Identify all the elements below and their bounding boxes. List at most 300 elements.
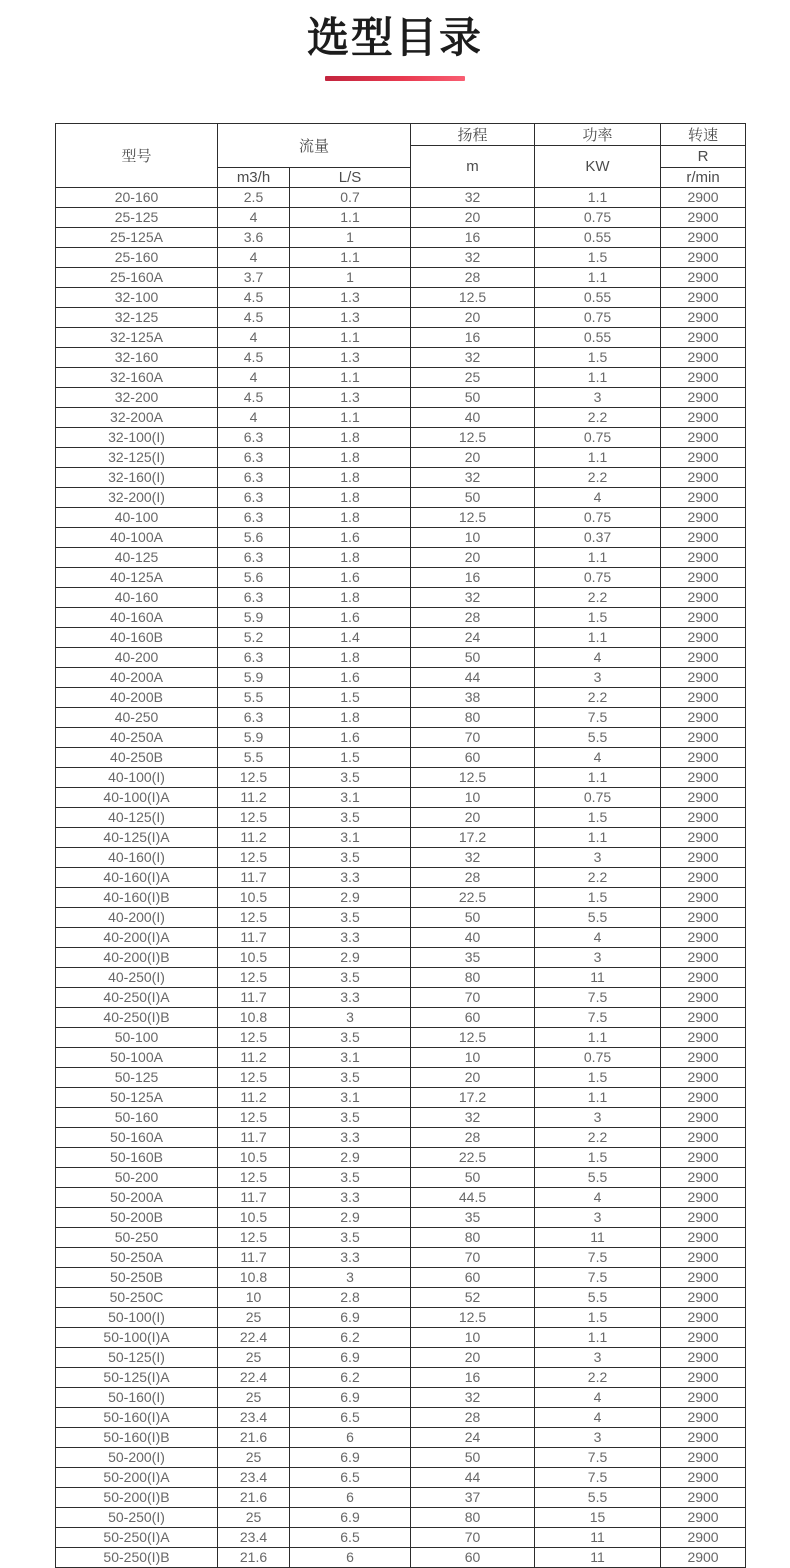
- cell-speed-rmin: 2900: [661, 208, 746, 228]
- cell-head-m: 60: [411, 1008, 535, 1028]
- cell-flow-ls: 1.3: [290, 288, 411, 308]
- table-row: [56, 928, 746, 948]
- table-row: [56, 828, 746, 848]
- cell-model: 50-160: [56, 1108, 218, 1128]
- cell-model: 40-125: [56, 548, 218, 568]
- cell-head-m: 12.5: [411, 1028, 535, 1048]
- cell-flow-m3h: 6.3: [218, 448, 290, 468]
- cell-flow-m3h: 11.7: [218, 1188, 290, 1208]
- cell-power-kw: 11: [535, 968, 661, 988]
- cell-flow-ls: 1.1: [290, 408, 411, 428]
- cell-flow-m3h: 10.5: [218, 1208, 290, 1228]
- cell-power-kw: 1.1: [535, 448, 661, 468]
- cell-flow-m3h: 4: [218, 368, 290, 388]
- cell-power-kw: 15: [535, 1508, 661, 1528]
- cell-head-m: 20: [411, 808, 535, 828]
- cell-head-m: 12.5: [411, 768, 535, 788]
- cell-power-kw: 0.75: [535, 1048, 661, 1068]
- cell-model: 40-160(I): [56, 848, 218, 868]
- cell-head-m: 24: [411, 1428, 535, 1448]
- table-row: [56, 808, 746, 828]
- table-row: [56, 668, 746, 688]
- cell-flow-ls: 3.5: [290, 1168, 411, 1188]
- cell-head-m: 17.2: [411, 828, 535, 848]
- cell-speed-rmin: 2900: [661, 1028, 746, 1048]
- cell-head-m: 37: [411, 1488, 535, 1508]
- cell-flow-ls: 1.8: [290, 508, 411, 528]
- cell-power-kw: 1.5: [535, 1148, 661, 1168]
- cell-head-m: 10: [411, 1048, 535, 1068]
- table-row: [56, 648, 746, 668]
- cell-head-m: 60: [411, 1268, 535, 1288]
- cell-flow-m3h: 11.7: [218, 988, 290, 1008]
- cell-power-kw: 4: [535, 748, 661, 768]
- cell-flow-m3h: 21.6: [218, 1548, 290, 1568]
- selection-table: [55, 123, 746, 1568]
- cell-flow-ls: 2.8: [290, 1288, 411, 1308]
- cell-model: 40-200(I): [56, 908, 218, 928]
- cell-head-m: 50: [411, 388, 535, 408]
- cell-model: 32-125A: [56, 328, 218, 348]
- cell-flow-m3h: 2.5: [218, 188, 290, 208]
- cell-power-kw: 7.5: [535, 988, 661, 1008]
- table-row: [56, 768, 746, 788]
- cell-head-m: 80: [411, 1228, 535, 1248]
- table-row: [56, 788, 746, 808]
- cell-flow-m3h: 4.5: [218, 288, 290, 308]
- cell-flow-ls: 1.1: [290, 368, 411, 388]
- table-row: [56, 1248, 746, 1268]
- cell-model: 40-160: [56, 588, 218, 608]
- cell-power-kw: 3: [535, 1108, 661, 1128]
- cell-power-kw: 5.5: [535, 1288, 661, 1308]
- cell-speed-rmin: 2900: [661, 1188, 746, 1208]
- cell-flow-m3h: 12.5: [218, 968, 290, 988]
- table-row: [56, 1208, 746, 1228]
- cell-model: 50-250(I)A: [56, 1528, 218, 1548]
- cell-flow-ls: 3.3: [290, 928, 411, 948]
- cell-model: 32-125(I): [56, 448, 218, 468]
- cell-power-kw: 7.5: [535, 1248, 661, 1268]
- table-row: [56, 268, 746, 288]
- cell-head-m: 20: [411, 1068, 535, 1088]
- cell-speed-rmin: 2900: [661, 188, 746, 208]
- cell-power-kw: 1.5: [535, 1308, 661, 1328]
- table-row: [56, 368, 746, 388]
- cell-flow-m3h: 11.7: [218, 928, 290, 948]
- cell-model: 40-250A: [56, 728, 218, 748]
- cell-model: 50-250(I)B: [56, 1548, 218, 1568]
- cell-flow-ls: 3.5: [290, 1068, 411, 1088]
- cell-head-m: 24: [411, 628, 535, 648]
- cell-head-m: 20: [411, 1348, 535, 1368]
- table-row: [56, 528, 746, 548]
- cell-speed-rmin: 2900: [661, 328, 746, 348]
- table-row: [56, 1548, 746, 1568]
- cell-model: 25-125A: [56, 228, 218, 248]
- cell-flow-ls: 1.1: [290, 328, 411, 348]
- header-speed: 转速: [661, 124, 746, 146]
- cell-model: 50-160A: [56, 1128, 218, 1148]
- cell-power-kw: 2.2: [535, 868, 661, 888]
- cell-speed-rmin: 2900: [661, 248, 746, 268]
- table-row: [56, 1188, 746, 1208]
- cell-model: 32-200(I): [56, 488, 218, 508]
- table-row: [56, 508, 746, 528]
- table-row: [56, 348, 746, 368]
- cell-head-m: 32: [411, 1388, 535, 1408]
- cell-model: 32-100(I): [56, 428, 218, 448]
- cell-flow-ls: 1.3: [290, 388, 411, 408]
- cell-flow-m3h: 6.3: [218, 428, 290, 448]
- cell-power-kw: 3: [535, 1208, 661, 1228]
- cell-speed-rmin: 2900: [661, 1248, 746, 1268]
- table-row: [56, 1168, 746, 1188]
- cell-speed-rmin: 2900: [661, 628, 746, 648]
- cell-power-kw: 1.1: [535, 368, 661, 388]
- cell-head-m: 16: [411, 568, 535, 588]
- cell-flow-m3h: 11.7: [218, 1128, 290, 1148]
- cell-power-kw: 3: [535, 948, 661, 968]
- cell-power-kw: 1.1: [535, 628, 661, 648]
- cell-flow-ls: 6.5: [290, 1408, 411, 1428]
- cell-speed-rmin: 2900: [661, 268, 746, 288]
- cell-speed-rmin: 2900: [661, 1208, 746, 1228]
- cell-head-m: 32: [411, 1108, 535, 1128]
- cell-model: 50-250(I): [56, 1508, 218, 1528]
- header-speed-unit: r/min: [661, 168, 746, 188]
- cell-flow-m3h: 25: [218, 1508, 290, 1528]
- cell-head-m: 80: [411, 1508, 535, 1528]
- cell-flow-ls: 1: [290, 228, 411, 248]
- cell-speed-rmin: 2900: [661, 1528, 746, 1548]
- table-row: [56, 488, 746, 508]
- cell-power-kw: 2.2: [535, 588, 661, 608]
- cell-power-kw: 11: [535, 1228, 661, 1248]
- cell-speed-rmin: 2900: [661, 648, 746, 668]
- cell-power-kw: 4: [535, 1188, 661, 1208]
- cell-power-kw: 1.5: [535, 248, 661, 268]
- cell-flow-m3h: 5.9: [218, 728, 290, 748]
- cell-speed-rmin: 2900: [661, 468, 746, 488]
- cell-speed-rmin: 2900: [661, 1308, 746, 1328]
- cell-flow-m3h: 12.5: [218, 848, 290, 868]
- cell-head-m: 20: [411, 448, 535, 468]
- table-row: [56, 968, 746, 988]
- table-row: [56, 1048, 746, 1068]
- cell-model: 40-200(I)A: [56, 928, 218, 948]
- cell-model: 40-100(I)A: [56, 788, 218, 808]
- cell-flow-m3h: 21.6: [218, 1488, 290, 1508]
- cell-flow-ls: 3.1: [290, 788, 411, 808]
- cell-head-m: 22.5: [411, 1148, 535, 1168]
- cell-flow-ls: 2.9: [290, 1148, 411, 1168]
- cell-speed-rmin: 2900: [661, 1088, 746, 1108]
- cell-head-m: 50: [411, 488, 535, 508]
- cell-model: 50-100: [56, 1028, 218, 1048]
- table-row: [56, 1368, 746, 1388]
- table-row: [56, 428, 746, 448]
- cell-flow-m3h: 6.3: [218, 588, 290, 608]
- cell-speed-rmin: 2900: [661, 608, 746, 628]
- cell-flow-m3h: 11.2: [218, 828, 290, 848]
- table-row: [56, 1028, 746, 1048]
- cell-speed-rmin: 2900: [661, 1128, 746, 1148]
- cell-power-kw: 0.55: [535, 328, 661, 348]
- table-row: [56, 608, 746, 628]
- cell-flow-ls: 3.3: [290, 1128, 411, 1148]
- cell-flow-ls: 6.2: [290, 1368, 411, 1388]
- cell-flow-m3h: 3.7: [218, 268, 290, 288]
- cell-speed-rmin: 2900: [661, 1348, 746, 1368]
- cell-flow-ls: 3.5: [290, 1028, 411, 1048]
- table-row: [56, 448, 746, 468]
- cell-power-kw: 4: [535, 928, 661, 948]
- cell-flow-ls: 1.8: [290, 548, 411, 568]
- cell-model: 50-250: [56, 1228, 218, 1248]
- cell-speed-rmin: 2900: [661, 1068, 746, 1088]
- cell-flow-m3h: 23.4: [218, 1528, 290, 1548]
- cell-model: 32-100: [56, 288, 218, 308]
- cell-flow-ls: 3.3: [290, 1188, 411, 1208]
- cell-head-m: 70: [411, 1248, 535, 1268]
- cell-head-m: 12.5: [411, 428, 535, 448]
- cell-speed-rmin: 2900: [661, 1048, 746, 1068]
- table-row: [56, 1008, 746, 1028]
- cell-model: 32-200A: [56, 408, 218, 428]
- cell-flow-ls: 1.8: [290, 708, 411, 728]
- cell-flow-ls: 6.9: [290, 1308, 411, 1328]
- cell-flow-ls: 1.6: [290, 568, 411, 588]
- cell-flow-m3h: 10: [218, 1288, 290, 1308]
- cell-flow-ls: 3.5: [290, 768, 411, 788]
- cell-power-kw: 1.1: [535, 768, 661, 788]
- table-row: [56, 468, 746, 488]
- cell-speed-rmin: 2900: [661, 408, 746, 428]
- table-row: [56, 328, 746, 348]
- cell-flow-ls: 3: [290, 1008, 411, 1028]
- cell-power-kw: 4: [535, 488, 661, 508]
- cell-head-m: 35: [411, 948, 535, 968]
- cell-model: 50-125(I)A: [56, 1368, 218, 1388]
- cell-head-m: 38: [411, 688, 535, 708]
- cell-flow-m3h: 12.5: [218, 1028, 290, 1048]
- cell-head-m: 12.5: [411, 1308, 535, 1328]
- cell-flow-m3h: 3.6: [218, 228, 290, 248]
- cell-flow-m3h: 12.5: [218, 1228, 290, 1248]
- table-row: [56, 248, 746, 268]
- cell-head-m: 50: [411, 648, 535, 668]
- cell-speed-rmin: 2900: [661, 708, 746, 728]
- cell-head-m: 32: [411, 468, 535, 488]
- table-row: [56, 288, 746, 308]
- cell-model: 32-160A: [56, 368, 218, 388]
- cell-power-kw: 1.5: [535, 348, 661, 368]
- cell-flow-ls: 3.1: [290, 1048, 411, 1068]
- cell-flow-ls: 1.8: [290, 648, 411, 668]
- header-model: 型号: [56, 124, 218, 188]
- cell-flow-ls: 1.3: [290, 348, 411, 368]
- cell-model: 50-250C: [56, 1288, 218, 1308]
- cell-flow-m3h: 6.3: [218, 508, 290, 528]
- cell-head-m: 20: [411, 548, 535, 568]
- cell-flow-m3h: 6.3: [218, 648, 290, 668]
- cell-flow-m3h: 6.3: [218, 548, 290, 568]
- cell-power-kw: 2.2: [535, 1128, 661, 1148]
- cell-flow-ls: 6: [290, 1548, 411, 1568]
- cell-head-m: 50: [411, 1448, 535, 1468]
- cell-head-m: 28: [411, 868, 535, 888]
- page-title: 选型目录: [306, 14, 483, 61]
- cell-speed-rmin: 2900: [661, 588, 746, 608]
- cell-model: 40-160(I)A: [56, 868, 218, 888]
- cell-head-m: 70: [411, 1528, 535, 1548]
- cell-power-kw: 5.5: [535, 908, 661, 928]
- cell-flow-ls: 6.9: [290, 1508, 411, 1528]
- cell-speed-rmin: 2900: [661, 1148, 746, 1168]
- cell-flow-ls: 1.1: [290, 208, 411, 228]
- header-power-unit: KW: [535, 146, 661, 188]
- cell-flow-ls: 1.8: [290, 588, 411, 608]
- cell-flow-ls: 3.5: [290, 968, 411, 988]
- cell-flow-ls: 6: [290, 1428, 411, 1448]
- cell-flow-m3h: 23.4: [218, 1408, 290, 1428]
- table-row: [56, 1088, 746, 1108]
- cell-flow-m3h: 10.5: [218, 948, 290, 968]
- cell-flow-m3h: 21.6: [218, 1428, 290, 1448]
- cell-model: 40-160B: [56, 628, 218, 648]
- cell-power-kw: 1.1: [535, 1088, 661, 1108]
- cell-flow-m3h: 12.5: [218, 808, 290, 828]
- cell-flow-ls: 3.5: [290, 908, 411, 928]
- cell-speed-rmin: 2900: [661, 308, 746, 328]
- cell-speed-rmin: 2900: [661, 1468, 746, 1488]
- table-row: [56, 1528, 746, 1548]
- cell-model: 50-250A: [56, 1248, 218, 1268]
- cell-power-kw: 2.2: [535, 468, 661, 488]
- cell-flow-m3h: 25: [218, 1448, 290, 1468]
- cell-model: 50-125A: [56, 1088, 218, 1108]
- cell-flow-m3h: 11.7: [218, 1248, 290, 1268]
- cell-model: 50-200B: [56, 1208, 218, 1228]
- cell-speed-rmin: 2900: [661, 1168, 746, 1188]
- cell-power-kw: 0.37: [535, 528, 661, 548]
- cell-flow-m3h: 10.5: [218, 888, 290, 908]
- cell-head-m: 32: [411, 188, 535, 208]
- cell-head-m: 28: [411, 1408, 535, 1428]
- cell-flow-ls: 6.9: [290, 1448, 411, 1468]
- cell-flow-m3h: 25: [218, 1388, 290, 1408]
- cell-power-kw: 7.5: [535, 1468, 661, 1488]
- cell-head-m: 32: [411, 248, 535, 268]
- cell-power-kw: 1.5: [535, 888, 661, 908]
- cell-power-kw: 5.5: [535, 728, 661, 748]
- cell-speed-rmin: 2900: [661, 688, 746, 708]
- cell-head-m: 28: [411, 268, 535, 288]
- cell-head-m: 32: [411, 348, 535, 368]
- cell-model: 40-125A: [56, 568, 218, 588]
- cell-model: 40-250(I)A: [56, 988, 218, 1008]
- cell-speed-rmin: 2900: [661, 1008, 746, 1028]
- selection-table-container: [55, 123, 745, 1568]
- cell-power-kw: 0.75: [535, 428, 661, 448]
- cell-model: 40-125(I)A: [56, 828, 218, 848]
- cell-head-m: 12.5: [411, 508, 535, 528]
- cell-power-kw: 1.1: [535, 268, 661, 288]
- cell-power-kw: 2.2: [535, 408, 661, 428]
- cell-power-kw: 11: [535, 1548, 661, 1568]
- cell-head-m: 80: [411, 708, 535, 728]
- cell-head-m: 50: [411, 1168, 535, 1188]
- cell-flow-ls: 1: [290, 268, 411, 288]
- cell-flow-ls: 1.8: [290, 488, 411, 508]
- cell-flow-ls: 3.3: [290, 988, 411, 1008]
- cell-flow-ls: 2.9: [290, 948, 411, 968]
- table-row: [56, 1128, 746, 1148]
- cell-head-m: 32: [411, 848, 535, 868]
- table-row: [56, 1488, 746, 1508]
- cell-power-kw: 3: [535, 1428, 661, 1448]
- cell-speed-rmin: 2900: [661, 1108, 746, 1128]
- cell-flow-m3h: 12.5: [218, 1068, 290, 1088]
- cell-head-m: 12.5: [411, 288, 535, 308]
- table-row: [56, 688, 746, 708]
- cell-flow-m3h: 22.4: [218, 1328, 290, 1348]
- cell-model: 40-160A: [56, 608, 218, 628]
- cell-speed-rmin: 2900: [661, 1548, 746, 1568]
- cell-power-kw: 11: [535, 1528, 661, 1548]
- cell-head-m: 17.2: [411, 1088, 535, 1108]
- cell-flow-ls: 1.5: [290, 748, 411, 768]
- cell-power-kw: 4: [535, 648, 661, 668]
- cell-power-kw: 1.1: [535, 188, 661, 208]
- cell-speed-rmin: 2900: [661, 828, 746, 848]
- header-speed-r: R: [661, 146, 746, 168]
- cell-model: 40-200(I)B: [56, 948, 218, 968]
- cell-flow-ls: 6.9: [290, 1388, 411, 1408]
- cell-flow-m3h: 11.2: [218, 1048, 290, 1068]
- cell-flow-ls: 3.5: [290, 808, 411, 828]
- cell-model: 32-125: [56, 308, 218, 328]
- table-header: [56, 124, 746, 188]
- cell-power-kw: 3: [535, 848, 661, 868]
- cell-power-kw: 1.1: [535, 1328, 661, 1348]
- cell-power-kw: 7.5: [535, 708, 661, 728]
- table-row: [56, 208, 746, 228]
- cell-speed-rmin: 2900: [661, 908, 746, 928]
- cell-flow-ls: 1.6: [290, 728, 411, 748]
- cell-model: 50-100(I): [56, 1308, 218, 1328]
- cell-flow-m3h: 5.2: [218, 628, 290, 648]
- header-power: 功率: [535, 124, 661, 146]
- cell-speed-rmin: 2900: [661, 848, 746, 868]
- cell-model: 40-250: [56, 708, 218, 728]
- cell-flow-m3h: 12.5: [218, 768, 290, 788]
- cell-flow-ls: 3.1: [290, 828, 411, 848]
- cell-head-m: 44: [411, 668, 535, 688]
- cell-power-kw: 7.5: [535, 1448, 661, 1468]
- cell-flow-m3h: 6.3: [218, 468, 290, 488]
- cell-flow-m3h: 4.5: [218, 308, 290, 328]
- cell-flow-ls: 3.5: [290, 1108, 411, 1128]
- cell-flow-m3h: 22.4: [218, 1368, 290, 1388]
- cell-model: 25-160: [56, 248, 218, 268]
- cell-flow-m3h: 12.5: [218, 908, 290, 928]
- cell-flow-ls: 1.8: [290, 468, 411, 488]
- cell-power-kw: 5.5: [535, 1168, 661, 1188]
- table-row: [56, 748, 746, 768]
- header-head-unit: m: [411, 146, 535, 188]
